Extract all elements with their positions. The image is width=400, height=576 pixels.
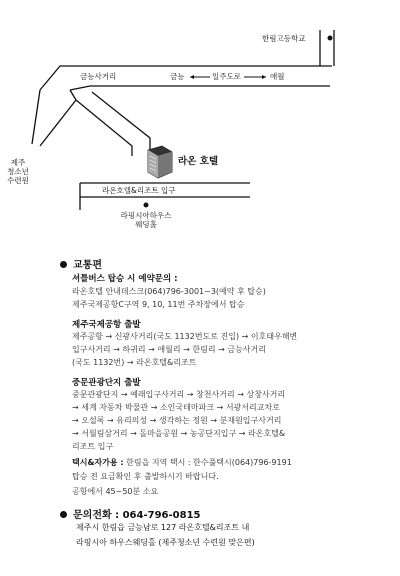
- shuttle-line: 제주국제공항C구역 9, 10, 11번 주차장에서 탑승: [72, 300, 245, 309]
- direction-right-label: 애월: [270, 72, 285, 81]
- taxi-text: 한림읍 지역 택시 : 한수풀택시(064)796-9191: [126, 458, 292, 467]
- jungmun-line: → 서월림삼거리 → 돌마을공원 → 농공단지입구 → 라온호텔&: [72, 429, 286, 438]
- taxi-label: 택시&자가용 :: [72, 458, 124, 467]
- jungmun-title: 중문관광단지 출발: [72, 378, 141, 388]
- transport-heading: [60, 256, 102, 271]
- shuttle-line: 라온호텔 안내데스크(064)796-3001~3(예약 후 탑승): [72, 287, 266, 296]
- hotel-label: 라온 호텔: [178, 156, 219, 167]
- contact-heading: [60, 506, 200, 521]
- wedding-hall-line: 웨딩홀: [135, 220, 157, 229]
- hotel-building-icon: [148, 146, 172, 178]
- airport-line: (국도 1132번) → 라온호텔&리조트: [72, 358, 197, 367]
- wedding-hall-line: 라핑시아하우스: [120, 211, 172, 220]
- shuttle-title: 셔틀버스 탑승 시 예약문의 :: [72, 274, 178, 284]
- airport-title: 제주국제공항 출발: [72, 320, 141, 330]
- contact-line: 라핑시아 하우스웨딩홀 (제주청소년 수련원 맞은편): [76, 538, 255, 547]
- direction-road-label: 일주도로: [212, 72, 241, 81]
- school-label: 한림고등학교: [262, 34, 306, 43]
- wedding-hall-label: [110, 211, 182, 229]
- taxi-note: 탑승 전 요금확인 후 출발하시기 바랍니다.: [72, 472, 219, 481]
- contact-title: 문의전화 : 064-796-0815: [73, 510, 201, 521]
- youth-center-line: 수련원: [7, 176, 29, 185]
- junction-label: 금능사거리: [80, 72, 117, 81]
- road-edge: [76, 100, 132, 156]
- arrow-right-head-icon: [262, 75, 266, 79]
- road-edge: [70, 86, 330, 90]
- location-map: [0, 0, 400, 250]
- transport-title: 교통편: [73, 260, 102, 271]
- taxi-note: 공항에서 45~50분 소요: [72, 487, 159, 496]
- bullet-icon: [60, 261, 67, 268]
- arrow-left-head-icon: [190, 75, 194, 79]
- jungmun-line: 리조트 입구: [72, 442, 114, 451]
- airport-line: 입구사거리 → 하귀리 → 애월리 → 한림리 → 금능사거리: [72, 345, 266, 354]
- school-marker: [328, 36, 333, 41]
- direction-left-label: 금능: [170, 72, 185, 81]
- road-edge: [32, 90, 40, 144]
- youth-center-line: 제주: [10, 158, 26, 167]
- road-edge: [40, 90, 76, 146]
- airport-line: 제주공항 → 신광사거리(국도 1132번도로 진입) → 이호태우해변: [72, 332, 298, 341]
- jungmun-line: → 오설록 → 유리의성 → 생각하는 정원 → 분재원입구사거리: [72, 416, 282, 425]
- wedding-hall-marker: [144, 203, 149, 208]
- bullet-icon: [60, 511, 67, 518]
- youth-center-line: 청소년: [7, 167, 29, 176]
- taxi-line: [72, 458, 292, 468]
- road-edge: [92, 92, 150, 156]
- road-map-graphic: [0, 0, 400, 250]
- resort-entrance-label: 라온호텔&리조트 입구: [102, 186, 176, 195]
- contact-line: 제주시 한림읍 금능남로 127 라온호텔&리조트 내: [76, 523, 250, 532]
- youth-center-label: [2, 158, 34, 185]
- jungmun-line: → 세계 자동차 박물관 → 소인국테마파크 → 서광서리교차로: [72, 403, 280, 412]
- jungmun-line: 중문관광단지 → 예래입구사거리 → 창천사거리 → 상창사거리: [72, 390, 286, 399]
